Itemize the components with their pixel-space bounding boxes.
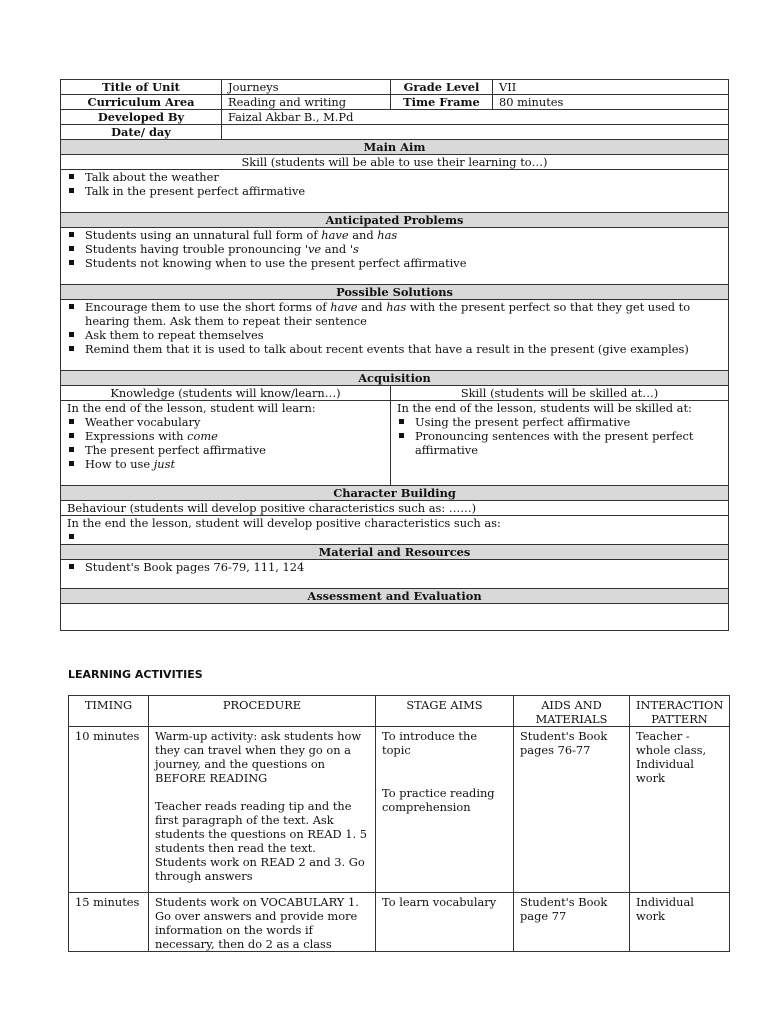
list-item: Ask them to repeat themselves xyxy=(67,328,722,342)
assessment-body xyxy=(61,604,729,631)
list-item: Talk about the weather xyxy=(67,170,722,184)
column-header-procedure: PROCEDURE xyxy=(149,696,376,727)
list-item: Using the present perfect affirmative xyxy=(397,415,722,429)
list-item: Encourage them to use the short forms of have and has with the present perfect so that they get used to hearing them. Ask them to repeat their sentence xyxy=(67,300,722,328)
column-header-interaction: INTERACTION PATTERN xyxy=(630,696,730,727)
character-building-heading: Character Building xyxy=(61,486,729,501)
anticipated-problems-body xyxy=(61,228,729,285)
interaction-cell: Teacher - whole class, Individual work xyxy=(630,727,730,893)
stage-aims-cell xyxy=(376,727,514,893)
main-aim-list xyxy=(67,170,722,198)
materials-list xyxy=(67,560,722,574)
stage-aim: To introduce the topic xyxy=(382,729,478,757)
timing-cell: 15 minutes xyxy=(69,893,149,952)
materials-body xyxy=(61,560,729,589)
stage-aim: To practice reading comprehension xyxy=(382,786,495,814)
column-header-timing: TIMING xyxy=(69,696,149,727)
anticipated-problems-heading: Anticipated Problems xyxy=(61,213,729,228)
knowledge-body xyxy=(61,401,391,486)
table-row xyxy=(69,893,730,952)
curriculum-area-label: Curriculum Area xyxy=(61,95,222,110)
grade-level-value: VII xyxy=(493,80,729,95)
procedure-step: Teacher reads reading tip and the first paragraph of the text. Ask students the questions on READ 1. 5 students then read the text. Students work on READ 2 and 3. Go through answers xyxy=(155,799,367,883)
list-item: Students not knowing when to use the present perfect affirmative xyxy=(67,256,722,270)
curriculum-area-value: Reading and writing xyxy=(222,95,391,110)
list-item: The present perfect affirmative xyxy=(67,443,384,457)
character-intro: In the end the lesson, student will develop positive characteristics such as: xyxy=(67,516,501,530)
skill-heading: Skill (students will be skilled at…) xyxy=(391,386,729,401)
column-header-stage-aims: STAGE AIMS xyxy=(376,696,514,727)
possible-solutions-body xyxy=(61,300,729,371)
character-body xyxy=(61,516,729,545)
title-of-unit-label: Title of Unit xyxy=(61,80,222,95)
list-item: Students using an unnatural full form of have and has xyxy=(67,228,722,242)
aids-cell: Student's Book page 77 xyxy=(514,893,630,952)
list-item: Pronouncing sentences with the present perfect affirmative xyxy=(397,429,722,457)
skill-intro: In the end of the lesson, students will be skilled at: xyxy=(397,401,692,415)
list-item: Students having trouble pronouncing 've and 's xyxy=(67,242,722,256)
learning-activities-table xyxy=(68,695,730,952)
list-item: Student's Book pages 76-79, 111, 124 xyxy=(67,560,722,574)
procedure-step: Warm-up activity: ask students how they can travel when they go on a journey, and the questions on BEFORE READING xyxy=(155,729,362,785)
grade-level-label: Grade Level xyxy=(391,80,493,95)
knowledge-list xyxy=(67,415,384,471)
character-list xyxy=(67,530,722,544)
materials-heading: Material and Resources xyxy=(61,545,729,560)
timing-cell: 10 minutes xyxy=(69,727,149,893)
anticipated-problems-list xyxy=(67,228,722,270)
aids-cell: Student's Book pages 76-77 xyxy=(514,727,630,893)
possible-solutions-heading: Possible Solutions xyxy=(61,285,729,300)
list-item: Remind them that it is used to talk about recent events that have a result in the present (give examples) xyxy=(67,342,722,356)
list-item: Expressions with come xyxy=(67,429,384,443)
list-item xyxy=(67,530,722,544)
possible-solutions-list xyxy=(67,300,722,356)
title-of-unit-value: Journeys xyxy=(222,80,391,95)
list-item: How to use just xyxy=(67,457,384,471)
character-behaviour: Behaviour (students will develop positive characteristics such as: ……) xyxy=(61,501,729,516)
column-header-aids: AIDS AND MATERIALS xyxy=(514,696,630,727)
list-item: Weather vocabulary xyxy=(67,415,384,429)
main-aim-body xyxy=(61,170,729,213)
date-day-label: Date/ day xyxy=(61,125,222,140)
acquisition-heading: Acquisition xyxy=(61,371,729,386)
skill-body xyxy=(391,401,729,486)
date-day-value xyxy=(222,125,729,140)
developed-by-label: Developed By xyxy=(61,110,222,125)
skill-list xyxy=(397,415,722,457)
main-aim-skill-heading: Skill (students will be able to use their learning to…) xyxy=(61,155,729,170)
knowledge-heading: Knowledge (students will know/learn…) xyxy=(61,386,391,401)
interaction-cell: Individual work xyxy=(630,893,730,952)
list-item: Talk in the present perfect affirmative xyxy=(67,184,722,198)
table-row xyxy=(69,727,730,893)
main-aim-heading: Main Aim xyxy=(61,140,729,155)
time-frame-value: 80 minutes xyxy=(493,95,729,110)
time-frame-label: Time Frame xyxy=(391,95,493,110)
stage-aims-cell: To learn vocabulary xyxy=(376,893,514,952)
lesson-plan-table xyxy=(60,79,729,631)
assessment-heading: Assessment and Evaluation xyxy=(61,589,729,604)
procedure-cell: Students work on VOCABULARY 1. Go over answers and provide more information on the words if necessary, then do 2 as a class xyxy=(149,893,376,952)
learning-activities-heading: LEARNING ACTIVITIES xyxy=(68,668,203,681)
developed-by-value: Faizal Akbar B., M.Pd xyxy=(222,110,729,125)
procedure-cell xyxy=(149,727,376,893)
knowledge-intro: In the end of the lesson, student will learn: xyxy=(67,401,316,415)
